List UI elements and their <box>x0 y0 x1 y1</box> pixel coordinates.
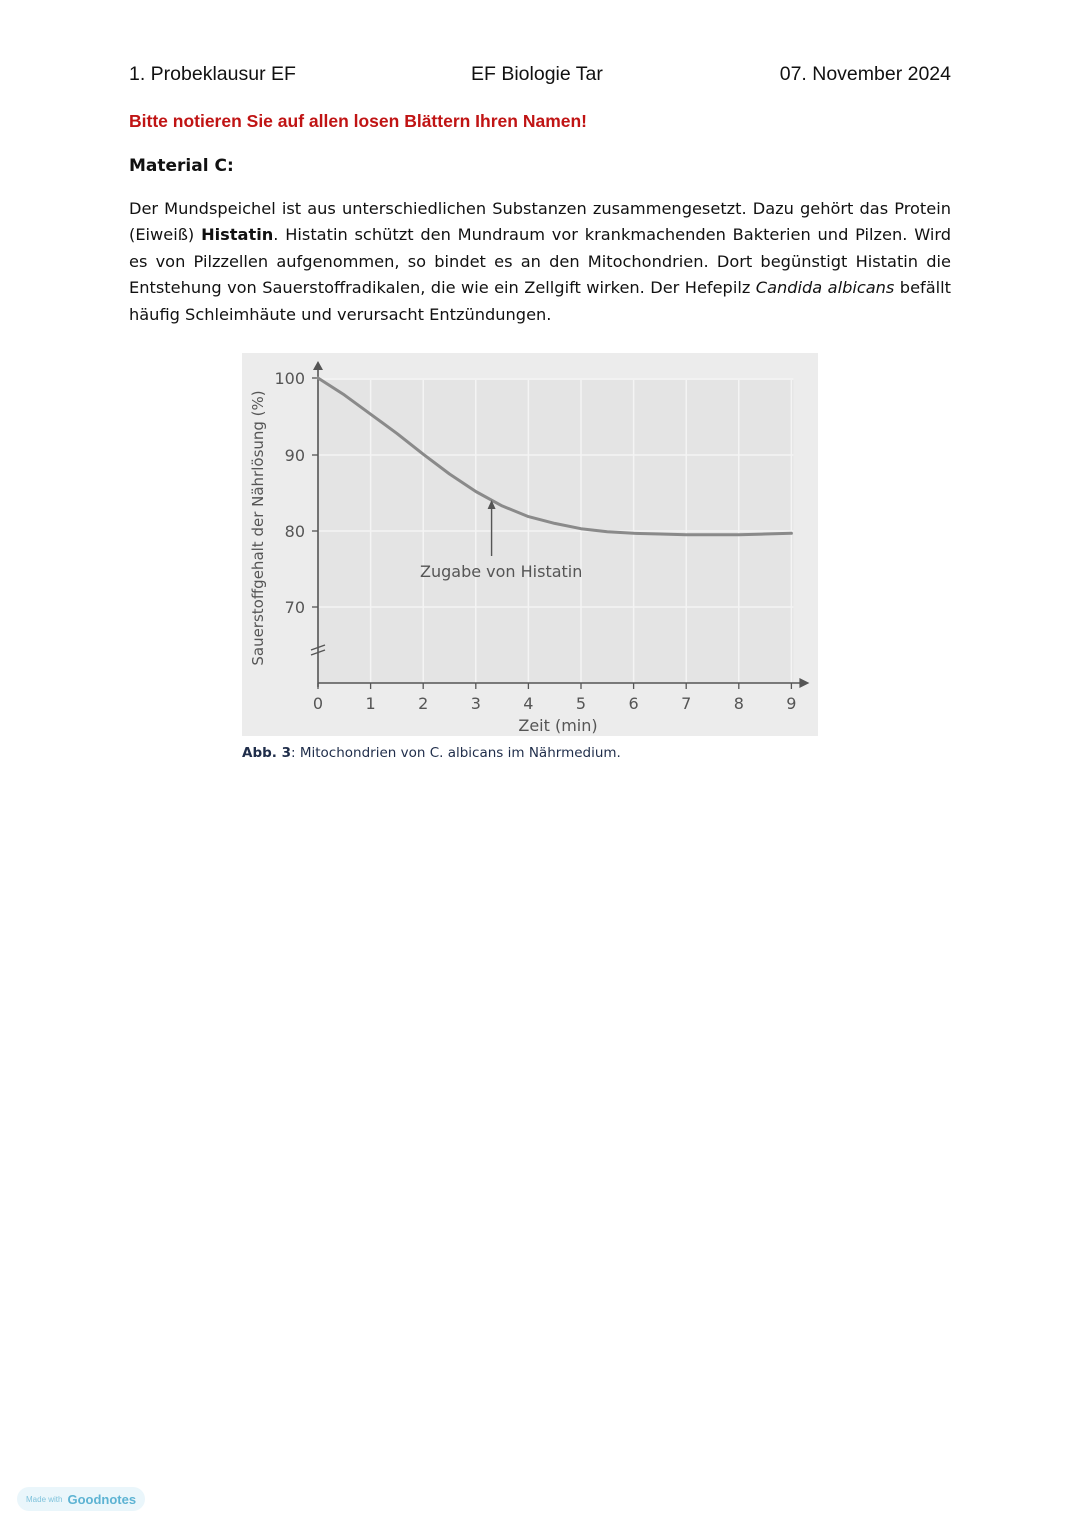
watermark-brand: Goodnotes <box>67 1491 137 1507</box>
x-tick-label: 9 <box>786 694 797 713</box>
y-tick-label: 80 <box>284 522 305 541</box>
x-tick-label: 6 <box>628 694 639 713</box>
section-title: Material C: <box>129 156 234 176</box>
exam-title: 1. Probeklausur EF <box>129 63 296 85</box>
goodnotes-watermark <box>17 1487 145 1511</box>
x-axis-label: Zeit (min) <box>518 716 598 735</box>
x-tick-label: 0 <box>312 694 324 713</box>
y-tick-label: 90 <box>284 446 305 465</box>
y-tick-label: 100 <box>274 369 305 388</box>
x-tick-label: 5 <box>575 694 587 713</box>
paragraph-bold-histatin: Histatin <box>201 225 274 245</box>
caption-text: : Mitochondrien von C. albicans im Nährmedium. <box>291 745 621 761</box>
paragraph-text-2: . Histatin schützt den Mundraum vor krankmachenden Bakterien und Pilzen. Wird es von Pilzzellen aufgenommen, so bindet es an den Mitochondrien. Dort begünstigt Histatin die Entstehung von Sauerstoffradikalen, die wie ein Zellgift wirken. Der Hefepilz <box>129 225 951 298</box>
material-paragraph <box>129 196 951 328</box>
page-header <box>129 63 951 91</box>
exam-date: 07. November 2024 <box>779 63 951 85</box>
y-axis-label: Sauerstoffgehalt der Nährlösung (%) <box>249 390 267 666</box>
paragraph-text-3: befällt häufig Schleimhäute und verursacht Entzündungen. <box>129 278 951 324</box>
figure-caption <box>242 745 621 761</box>
x-tick-label: 4 <box>523 694 534 713</box>
x-axis-arrow <box>799 678 809 688</box>
x-tick-label: 1 <box>365 694 376 713</box>
watermark-prefix: Made with <box>26 1494 63 1504</box>
x-tick-label: 3 <box>470 694 481 713</box>
y-tick-label: 70 <box>284 598 305 617</box>
x-tick-label: 8 <box>733 694 744 713</box>
caption-label: Abb. 3 <box>242 745 291 761</box>
paragraph-text-1: Der Mundspeichel ist aus unterschiedlichen Substanzen zusammengesetzt. Dazu gehört das Protein (Eiweiß) <box>129 199 951 245</box>
y-axis-arrow <box>313 361 323 370</box>
course-name: EF Biologie Tar <box>471 63 603 85</box>
annotation-label: Zugabe von Histatin <box>420 562 583 581</box>
chart-canvas <box>242 353 818 736</box>
x-tick-label: 7 <box>681 694 692 713</box>
x-tick-label: 2 <box>418 694 429 713</box>
oxygen-chart <box>242 353 818 736</box>
name-notice: Bitte notieren Sie auf allen losen Blättern Ihren Namen! <box>129 111 588 131</box>
paragraph-italic-species: Candida albicans <box>755 278 895 298</box>
